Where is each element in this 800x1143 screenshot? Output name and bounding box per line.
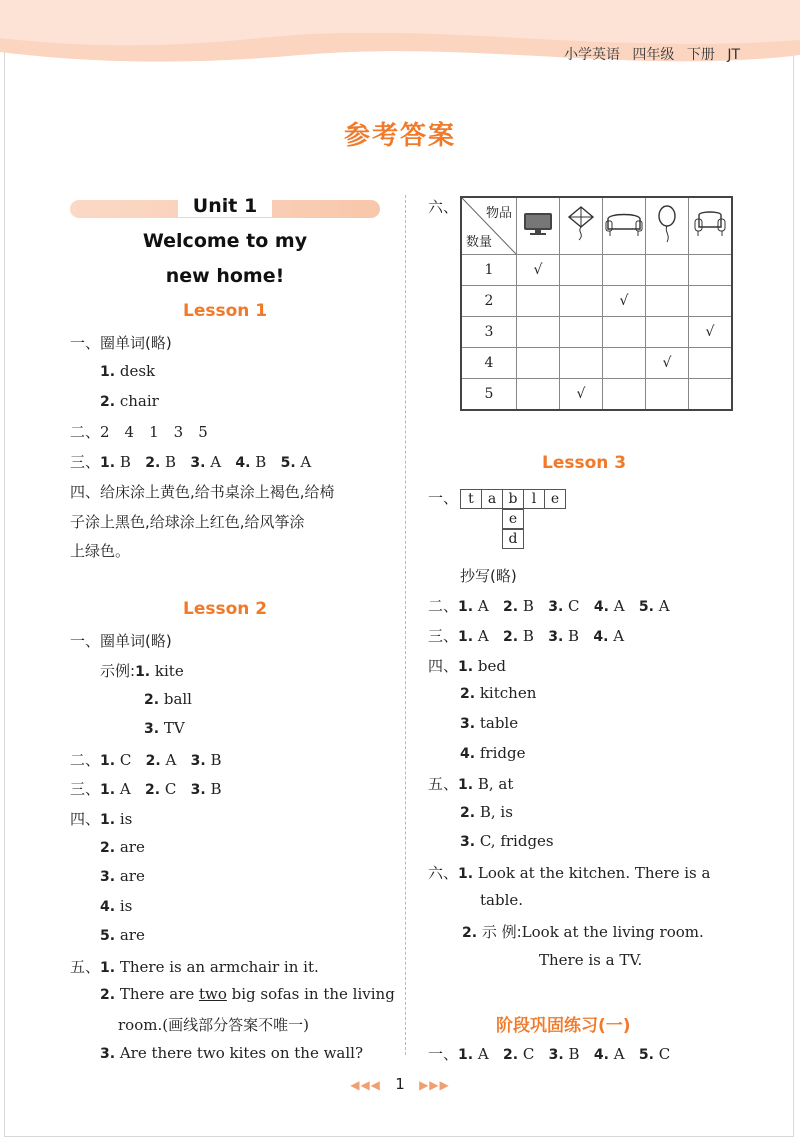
review-q1: 一、1. A 2. C 3. B 4. A 5. C [428, 1045, 671, 1063]
lesson1-heading: Lesson 1 [183, 301, 268, 321]
l3-q6-a1: 六、1. Look at the kitchen. There is a [428, 864, 711, 882]
page-footer [0, 1075, 800, 1093]
unit-subtitle-line1: Welcome to my [142, 230, 308, 252]
l2-q1-a3: 3. TV [144, 719, 185, 737]
table-row: 1 √ [461, 255, 732, 286]
armchair-icon [689, 197, 733, 255]
l3-q6-a2-line2: There is a TV. [539, 951, 643, 969]
l2-q2: 二、1. C 2. A 3. B [70, 751, 222, 769]
kite-icon [560, 197, 603, 255]
l2-q5-a3: 3. Are there two kites on the wall? [100, 1044, 364, 1062]
l3-q1-label: 一、 [428, 489, 459, 507]
table-row: 2 √ [461, 286, 732, 317]
header-qty-label: 数量 [466, 235, 493, 250]
left-arrows-icon: ◀◀◀ [350, 1078, 381, 1092]
l2-q4-a4: 4. is [100, 897, 133, 915]
tv-icon [517, 197, 560, 255]
l3-q5-a3: 3. C, fridges [460, 832, 554, 850]
page-number: 1 [395, 1075, 405, 1093]
balloon-icon [646, 197, 689, 255]
l1-q4-line2: 子涂上黑色,给球涂上红色,给风筝涂 [70, 513, 305, 531]
l3-q4-a4: 4. fridge [460, 744, 526, 762]
crossword-cell: d [502, 529, 524, 549]
review-heading: 阶段巩固练习(一) [496, 1016, 631, 1036]
items-quantity-table [460, 196, 733, 411]
l3-q3: 三、1. A 2. B 3. B 4. A [428, 627, 625, 645]
unit-title: Unit 1 [178, 195, 272, 217]
l3-q4-a3: 3. table [460, 714, 519, 732]
page-title: 参考答案 [343, 121, 456, 151]
table-row: 5 √ [461, 379, 732, 411]
l2-q5-a1: 五、1. There is an armchair in it. [70, 958, 319, 976]
l1-q2: 二、2 4 1 3 5 [70, 423, 208, 441]
l2-q4-a1: 四、1. is [70, 810, 133, 828]
l1-q1-a2: 2. chair [100, 392, 159, 410]
l2-q1-a2: 2. ball [144, 690, 192, 708]
l1-q1-a1: 1. desk [100, 362, 156, 380]
l2-q4-a2: 2. are [100, 838, 145, 856]
l3-q6-a2: 2. 示 例:Look at the living room. [462, 923, 704, 941]
l3-q1-copy: 抄写(略) [460, 567, 517, 585]
header-info: 小学英语 四年级 下册 JT [563, 47, 740, 63]
header-items-label: 物品 [485, 206, 512, 221]
l2-q4-a3: 3. are [100, 867, 145, 885]
table-header-row [461, 197, 732, 255]
l2-q4-a5: 5. are [100, 926, 145, 944]
lesson3-heading: Lesson 3 [542, 453, 627, 473]
r-q6-label: 六、 [428, 198, 459, 216]
lesson2-heading: Lesson 2 [183, 599, 268, 619]
header-wave [0, 0, 800, 80]
crossword-cell: e [502, 509, 524, 529]
table-row: 4 √ [461, 348, 732, 379]
table-corner-cell [461, 197, 517, 255]
l2-q1: 一、圈单词(略) [70, 632, 172, 650]
crossword-cell: b [502, 489, 524, 509]
l3-q5-a1: 五、1. B, at [428, 775, 514, 793]
l3-q4-a2: 2. kitchen [460, 684, 537, 702]
l2-q3: 三、1. A 2. C 3. B [70, 780, 222, 798]
l2-q5-a2-line2: room.(画线部分答案不唯一) [118, 1016, 309, 1034]
l1-q4-line3: 上绿色。 [70, 542, 131, 560]
crossword-cell: t [460, 489, 482, 509]
l1-q3: 三、1. B 2. B 3. A 4. B 5. A [70, 453, 312, 471]
l3-q5-a2: 2. B, is [460, 803, 513, 821]
column-divider [405, 195, 406, 1055]
table-row: 3 √ [461, 317, 732, 348]
unit-subtitle-line2: new home! [165, 265, 285, 287]
crossword-cell: e [544, 489, 566, 509]
right-arrows-icon: ▶▶▶ [419, 1078, 450, 1092]
crossword-cell: a [481, 489, 503, 509]
l3-q6-a1-line2: table. [480, 891, 524, 909]
sofa-icon [603, 197, 646, 255]
l2-q1-a1: 示例:1. kite [100, 662, 184, 680]
l1-q4-line1: 四、给床涂上黄色,给书桌涂上褐色,给椅 [70, 483, 335, 501]
crossword-cell: l [523, 489, 545, 509]
l3-q2: 二、1. A 2. B 3. C 4. A 5. A [428, 597, 670, 615]
l2-q5-a2: 2. There are two big sofas in the living [100, 985, 395, 1003]
l3-q4-a1: 四、1. bed [428, 657, 506, 675]
l1-q1: 一、圈单词(略) [70, 334, 172, 352]
